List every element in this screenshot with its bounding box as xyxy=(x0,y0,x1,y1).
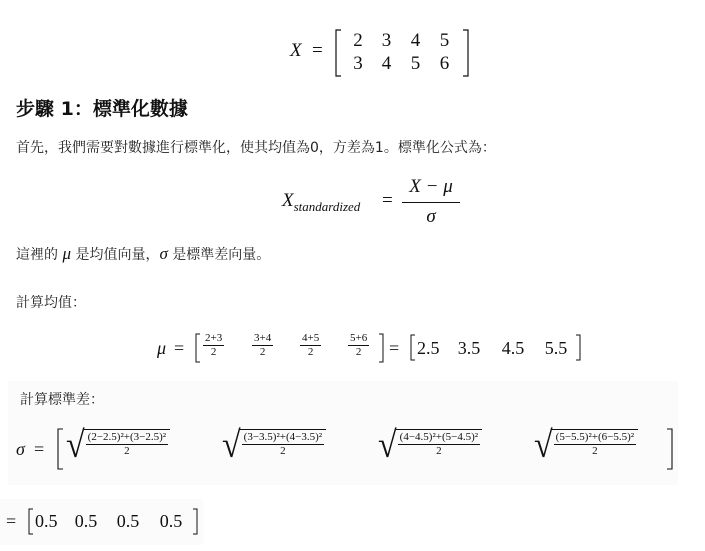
mean-value: 2.5 xyxy=(417,338,440,358)
right-bracket xyxy=(192,508,198,535)
left-bracket xyxy=(56,428,64,470)
left-bracket xyxy=(28,508,34,535)
result-value: 0.5 xyxy=(74,511,98,531)
matrix-cell: 3 xyxy=(381,30,392,51)
right-bracket xyxy=(462,29,470,77)
mean-label: 計算均值： xyxy=(16,295,86,311)
right-bracket xyxy=(378,333,384,363)
matrix-lhs: X xyxy=(290,40,302,61)
mean-lhs: μ xyxy=(157,338,167,358)
left-bracket xyxy=(410,334,416,361)
explanation-paragraph xyxy=(16,244,270,264)
matrix-cell: 3 xyxy=(353,53,363,74)
left-bracket xyxy=(195,333,201,363)
sqrt-term: √ $\frac{\text{(5−5.5)²+(6−5.5)²}}{2}$ xyxy=(534,429,638,463)
result-values xyxy=(35,511,193,532)
mean-fraction: $\frac{3+4}{2}$ xyxy=(254,332,272,358)
mean-value: 3.5 xyxy=(457,338,481,358)
equals-sign: = xyxy=(312,40,323,61)
left-bracket xyxy=(334,29,342,77)
formula-lhs-base: X xyxy=(282,190,294,211)
mean-value: 5.5 xyxy=(544,338,568,358)
formula-lhs-sub: standardized xyxy=(293,198,361,214)
equals-sign: = xyxy=(34,439,45,459)
matrix-cell: 5 xyxy=(410,53,421,74)
matrix-cell: 4 xyxy=(410,30,421,51)
matrix-cell: 5 xyxy=(439,30,450,51)
std-lhs: σ xyxy=(16,439,25,459)
mean-fraction: $\frac{5+6}{2}$ xyxy=(350,332,368,358)
explain-text: 是標準差向量。 xyxy=(172,247,271,263)
matrix-row xyxy=(344,30,459,52)
matrix-cell: 6 xyxy=(439,53,450,74)
mean-fraction: $\frac{2+3}{2}$ xyxy=(205,332,223,358)
equals-sign: = xyxy=(6,511,17,531)
result-value: 0.5 xyxy=(35,511,58,531)
intro-paragraph: 首先，我們需要對數據進行標準化，使其均值為0，方差為1。標準化公式為： xyxy=(16,140,496,156)
mean-value: 4.5 xyxy=(501,338,525,358)
formula-lhs xyxy=(282,190,360,215)
explain-text: 這裡的 xyxy=(16,247,58,263)
formula-fraction xyxy=(402,176,460,228)
sqrt-sign: √ xyxy=(534,425,553,466)
sqrt-sign: √ xyxy=(378,425,397,466)
right-bracket xyxy=(575,334,581,361)
result-value: 0.5 xyxy=(116,511,140,531)
explain-text: 是均值向量， xyxy=(75,247,160,263)
sigma-symbol: σ xyxy=(159,244,168,263)
equals-sign: = xyxy=(382,190,393,211)
formula-denominator: σ xyxy=(426,206,436,227)
mean-fraction: $\frac{4+5}{2}$ xyxy=(302,332,320,358)
equals-sign: = xyxy=(389,338,400,358)
matrix-cell: 2 xyxy=(353,30,363,51)
equals-sign: = xyxy=(174,338,185,358)
right-bracket xyxy=(666,428,674,470)
sqrt-sign: √ xyxy=(222,425,241,466)
matrix-cell: 4 xyxy=(381,53,392,74)
result-value: 0.5 xyxy=(159,511,183,531)
sqrt-term: √ $\frac{\text{(4−4.5)²+(5−4.5)²}}{2}$ xyxy=(378,429,482,463)
std-label: 計算標準差： xyxy=(20,392,104,408)
formula-numerator: X − μ xyxy=(402,176,460,203)
mu-symbol: μ xyxy=(62,244,71,263)
mean-values xyxy=(417,338,577,359)
section-heading: 步驟 1：標準化數據 xyxy=(16,98,188,120)
sqrt-term: √ $\frac{\text{(3−3.5)²+(4−3.5)²}}{2}$ xyxy=(222,429,326,463)
matrix-row xyxy=(344,53,459,75)
sqrt-sign: √ xyxy=(66,425,85,466)
sqrt-term: √ $\frac{\text{(2−2.5)²+(3−2.5)²}}{2}$ xyxy=(66,429,170,463)
